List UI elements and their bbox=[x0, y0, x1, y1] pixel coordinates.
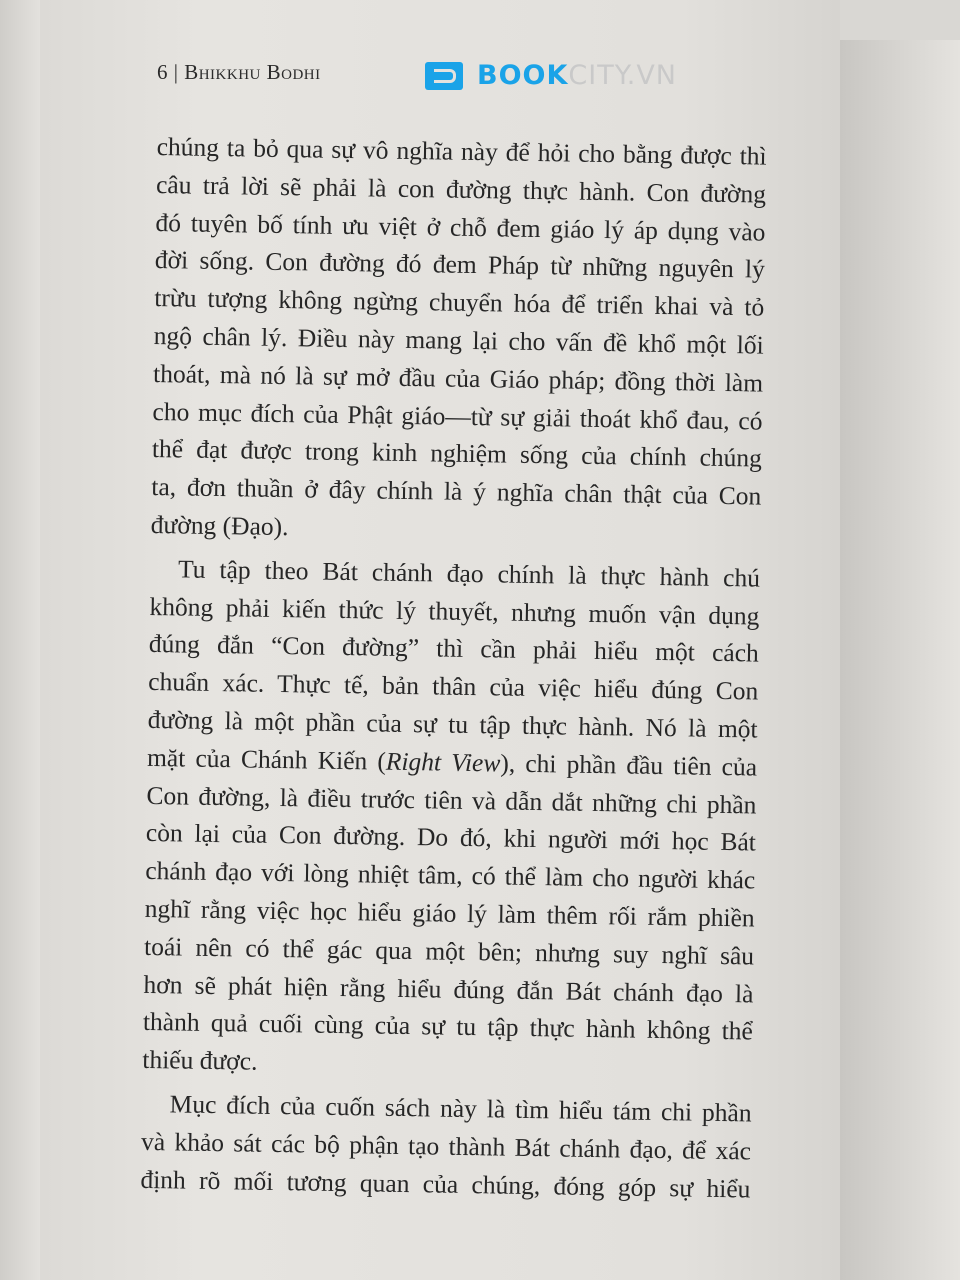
text-line: thể đạt được trong kinh nghiệm sống của chính chúng bbox=[151, 434, 763, 473]
text-line: ta, đơn thuần ở đây chính là ý nghĩa chân thật của Con bbox=[151, 472, 762, 511]
running-header bbox=[157, 60, 321, 85]
text-line: định rõ mối tương quan của chúng, đóng góp sự hiểu bbox=[140, 1164, 751, 1203]
text-line: chánh đạo với lòng nhiệt tâm, có thể làm cho người khác bbox=[145, 856, 756, 895]
text-line: chuẩn xác. Thực tế, bản thân của việc hiểu đúng Con bbox=[148, 667, 759, 706]
text-line: cho mục đích của Phật giáo—từ sự giải thoát khổ đau, có bbox=[152, 396, 763, 436]
brand-bold: BOOK bbox=[477, 60, 569, 91]
text-line: Mục đích của cuốn sách này là tìm hiểu tám chi phần bbox=[169, 1089, 752, 1128]
author-name: Bhikkhu Bodhi bbox=[184, 60, 321, 84]
text-line: ngộ chân lý. Điều này mang lại cho vấn đề khổ một lối bbox=[153, 320, 764, 360]
text-line: mặt của Chánh Kiến (Right View), chi phần đầu tiên của bbox=[146, 742, 758, 782]
text-line: đó tuyên bố tính ưu việt ở chỗ đem giáo lý áp dụng vào bbox=[155, 207, 766, 247]
text-line: đường (Đạo). bbox=[150, 509, 289, 542]
text-line: không phải kiến thức lý thuyết, nhưng muốn vận dụng bbox=[149, 591, 760, 631]
paragraph bbox=[142, 550, 760, 1089]
text-line: câu trả lời sẽ phải là con đường thực hành. Con đường bbox=[155, 169, 767, 209]
header-separator: | bbox=[173, 60, 179, 84]
body-text bbox=[140, 128, 767, 1214]
previous-page-edge bbox=[0, 0, 40, 1280]
text-line: đúng đắn “Con đường” thì cần phải hiểu một cách bbox=[148, 629, 760, 668]
page-number: 6 bbox=[157, 60, 168, 84]
text-line: đường là một phần của sự tu tập thực hành. Nó là một bbox=[147, 704, 758, 744]
text-line: chúng ta bỏ qua sự vô nghĩa này để hỏi cho bằng được thì bbox=[156, 131, 767, 171]
text-line: Con đường, là điều trước tiên và dẫn dắt những chi phần bbox=[146, 780, 757, 820]
paragraph bbox=[140, 1085, 752, 1208]
brand-light: CITY.VN bbox=[568, 60, 678, 91]
text-line: trừu tượng không ngừng chuyển hóa để triển khai và tỏ bbox=[154, 283, 765, 322]
text-line: thoát, mà nó là sự mở đầu của Giáo pháp; đồng thời làm bbox=[152, 358, 764, 398]
bookcity-watermark bbox=[425, 60, 677, 91]
text-line: và khảo sát các bộ phận tạo thành Bát chánh đạo, để xác bbox=[140, 1126, 752, 1166]
paragraph bbox=[150, 128, 766, 553]
text-line: còn lại của Con đường. Do đó, khi người mới học Bát bbox=[145, 818, 757, 857]
text-line: nghĩ rằng việc học hiểu giáo lý làm thêm rối rắm phiền bbox=[144, 893, 755, 933]
text-line: thiếu được. bbox=[142, 1045, 258, 1076]
text-line: toái nên có thể gác qua một bên; nhưng suy nghĩ sâu bbox=[143, 931, 755, 971]
text-line: đời sống. Con đường đó đem Pháp từ những nguyên lý bbox=[154, 245, 766, 284]
next-page-edge bbox=[840, 40, 960, 1280]
text-line: thành quả cuối cùng của sự tu tập thực hành không thể bbox=[142, 1007, 754, 1046]
text-line: Tu tập theo Bát chánh đạo chính là thực hành chú bbox=[177, 554, 761, 593]
bookcity-logo-icon bbox=[425, 62, 463, 90]
text-line: hơn sẽ phát hiện rằng hiểu đúng đắn Bát chánh đạo là bbox=[143, 969, 754, 1009]
